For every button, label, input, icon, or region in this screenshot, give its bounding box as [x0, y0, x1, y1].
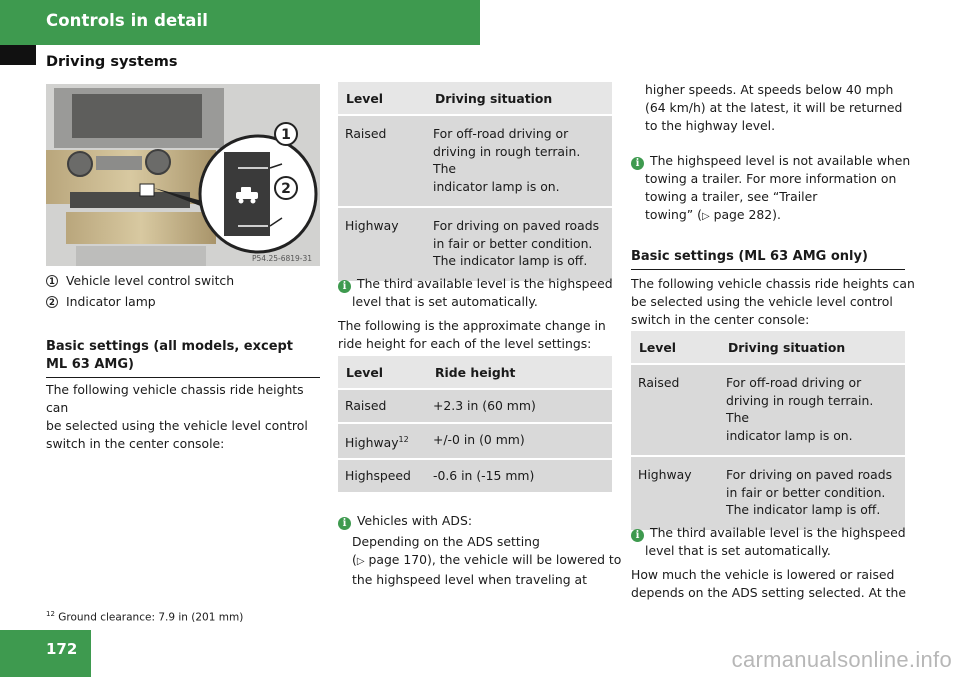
text-fragment: page 282).	[709, 207, 781, 222]
situation-cell	[720, 364, 905, 456]
table-row	[338, 207, 612, 281]
cell-line: indicator lamp is on.	[726, 427, 853, 443]
body-line: ride height for each of the level settings:	[338, 336, 592, 351]
photo-code: P54.25-6819-31	[252, 254, 313, 263]
cell-line: For off-road driving or	[726, 375, 862, 390]
table-row	[338, 423, 612, 460]
level-situation-table	[338, 82, 612, 281]
text-fragment: towing” (	[645, 207, 702, 222]
table-row	[338, 459, 612, 492]
ride-height-cell: +/-0 in (0 mm)	[427, 423, 612, 460]
info-icon: i	[338, 517, 351, 530]
body-line: The following vehicle chassis ride heights can	[631, 276, 915, 291]
legend-item-2	[46, 293, 156, 311]
amg-level-situation-table	[631, 331, 905, 530]
table-header-level: Level	[338, 356, 427, 389]
legend-text: Vehicle level control switch	[66, 273, 235, 288]
cell-line: indicator lamp is on.	[433, 178, 560, 194]
note-line: level that is set automatically.	[352, 294, 538, 309]
cell-line: The indicator lamp is off.	[726, 502, 881, 517]
cell-line: For driving on paved roads	[433, 218, 600, 233]
level-cell: Highway	[338, 207, 427, 281]
ride-height-table	[338, 356, 612, 492]
note-line	[631, 206, 921, 226]
left-body-paragraph	[46, 381, 326, 453]
table-row	[631, 364, 905, 456]
table-header-situation: Driving situation	[720, 331, 905, 364]
info-icon: i	[338, 280, 351, 293]
note-line: towing a trailer. For more information on	[645, 171, 897, 186]
situation-cell	[427, 207, 612, 281]
level-cell: Raised	[631, 364, 720, 456]
table-header-ride-height: Ride height	[427, 356, 612, 389]
ads-lowering-paragraph	[631, 566, 921, 602]
legend-number: 2	[46, 296, 58, 308]
level-cell: Raised	[338, 389, 427, 423]
body-line: The following vehicle chassis ride heights can	[46, 382, 304, 415]
legend-text: Indicator lamp	[66, 294, 156, 309]
cell-line: For driving on paved roads	[726, 467, 893, 482]
cell-line: in fair or better condition.	[433, 235, 593, 251]
situation-cell	[720, 456, 905, 530]
cell-line: in fair or better condition.	[726, 484, 886, 500]
level-cell: Highspeed	[338, 459, 427, 492]
info-note-highspeed	[338, 275, 618, 311]
info-note-highspeed-amg	[631, 524, 921, 560]
note-line: The third available level is the highspeed	[357, 276, 613, 291]
info-note-ads	[338, 512, 622, 589]
cell-line: For off-road driving or	[433, 126, 569, 141]
note-line: The third available level is the highspeed	[650, 525, 906, 540]
legend-item-1	[46, 272, 234, 290]
level-cell: Highway	[631, 456, 720, 530]
note-line: level that is set automatically.	[645, 543, 831, 558]
note-line: Vehicles with ADS:	[357, 513, 472, 528]
page-ref-arrow-icon: ▷	[701, 211, 710, 222]
body-line: switch in the center console:	[46, 436, 225, 451]
heading-basic-settings	[46, 338, 320, 378]
body-line: How much the vehicle is lowered or raised	[631, 567, 895, 582]
info-icon: i	[631, 157, 644, 170]
level-cell	[338, 423, 427, 460]
legend-number: 1	[46, 275, 58, 287]
footnote-text: Ground clearance: 7.9 in (201 mm)	[54, 611, 244, 624]
table-header-level: Level	[631, 331, 720, 364]
table-header-level: Level	[338, 82, 427, 115]
body-line: to the highway level.	[645, 118, 776, 133]
table-header-situation: Driving situation	[427, 82, 612, 115]
info-icon: i	[631, 529, 644, 542]
section-title: Driving systems	[46, 54, 178, 70]
note-line: towing a trailer, see “Trailer	[645, 189, 818, 204]
cell-line: driving in rough terrain. The	[433, 143, 581, 176]
level-text: Highway	[345, 434, 399, 450]
footnote	[46, 610, 243, 624]
callout-2-label: 2	[281, 181, 291, 197]
note-line: the highspeed level when traveling at	[352, 572, 587, 587]
callout-1-label: 1	[281, 127, 291, 143]
right-continued-paragraph	[645, 81, 915, 135]
situation-cell	[427, 115, 612, 207]
chapter-title: Controls in detail	[46, 11, 209, 30]
ride-height-cell: -0.6 in (-15 mm)	[427, 459, 612, 492]
body-line: be selected using the vehicle level control	[631, 294, 893, 309]
heading-basic-settings-amg: Basic settings (ML 63 AMG only)	[631, 248, 905, 270]
right-body-paragraph	[631, 275, 921, 329]
text-fragment: (	[352, 552, 357, 567]
note-line	[338, 551, 622, 571]
level-cell: Raised	[338, 115, 427, 207]
table-row	[631, 456, 905, 530]
heading-line: Basic settings (all models, except	[46, 339, 294, 354]
body-line: higher speeds. At speeds below 40 mph	[645, 82, 894, 97]
heading-line: ML 63 AMG)	[46, 357, 134, 372]
footnote-number: 12	[46, 610, 55, 618]
ride-height-intro	[338, 317, 618, 353]
table-row	[338, 389, 612, 423]
body-line: depends on the ADS setting selected. At the	[631, 585, 907, 600]
watermark: carmanualsonline.info	[731, 647, 952, 672]
page-number: 172	[46, 640, 78, 658]
body-line: The following is the approximate change in	[338, 318, 606, 333]
body-line: switch in the center console:	[631, 312, 810, 327]
cell-line: driving in rough terrain. The	[726, 392, 874, 425]
info-note-trailer	[631, 152, 921, 226]
cell-line: The indicator lamp is off.	[433, 253, 588, 268]
center-console-photo	[46, 84, 320, 266]
ride-height-cell: +2.3 in (60 mm)	[427, 389, 612, 423]
note-line: Depending on the ADS setting	[352, 534, 540, 549]
body-line: be selected using the vehicle level control	[46, 418, 308, 433]
text-fragment: page 170), the vehicle will be lowered to	[364, 552, 622, 567]
page-ref-arrow-icon: ▷	[356, 556, 365, 567]
table-row	[338, 115, 612, 207]
section-tab-marker	[0, 45, 36, 65]
body-line: (64 km/h) at the latest, it will be returned	[645, 100, 903, 115]
footnote-ref: 12	[398, 434, 409, 444]
note-line: The highspeed level is not available when	[650, 153, 911, 168]
